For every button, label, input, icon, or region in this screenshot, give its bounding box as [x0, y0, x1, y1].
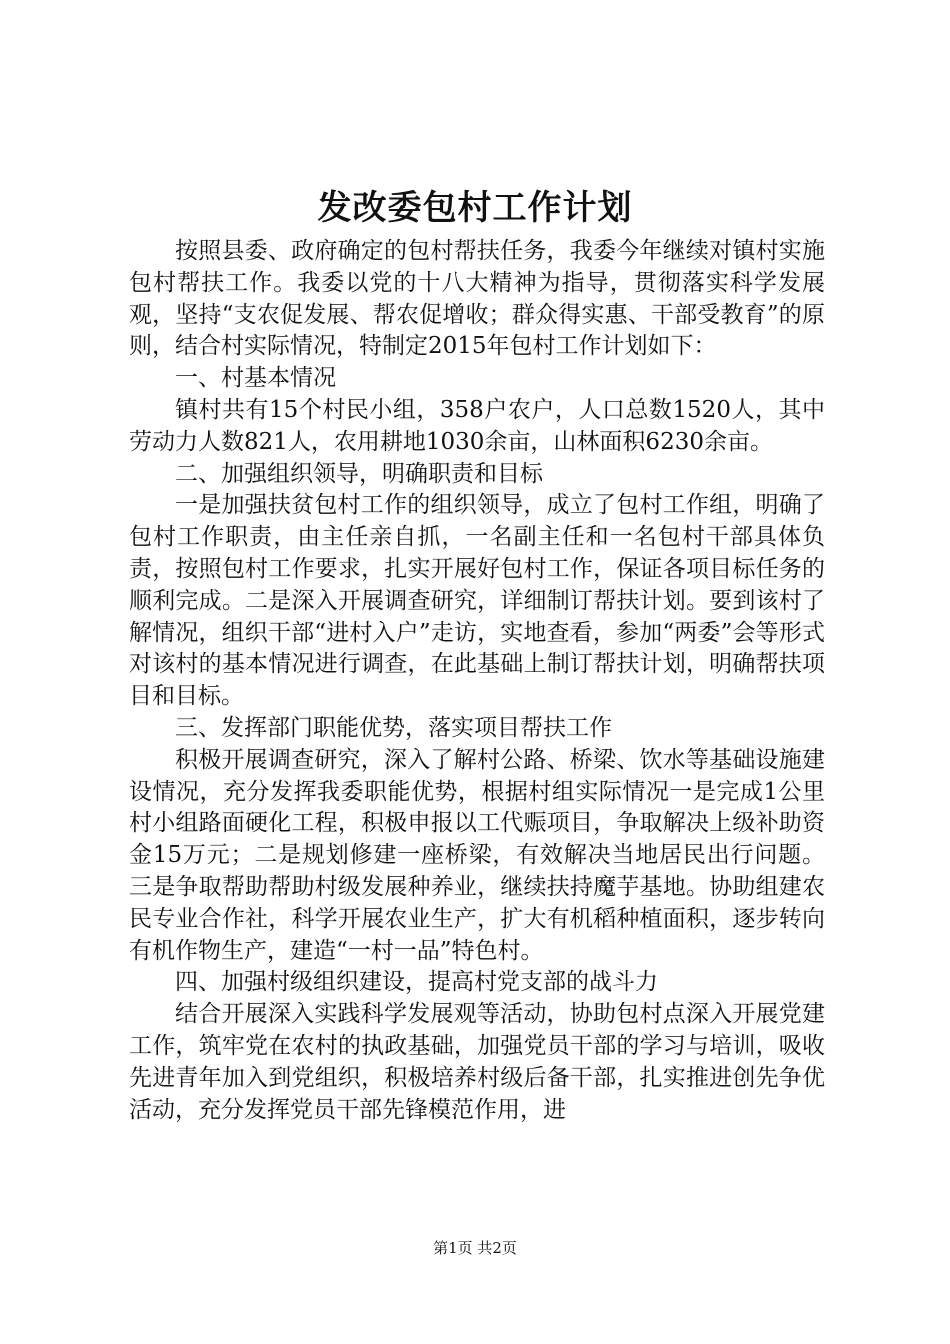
section-heading-2: 二、加强组织领导，明确职责和目标 — [175, 460, 543, 487]
intro-paragraph: 按照县委、政府确定的包村帮扶任务，我委今年继续对镇村实施包村帮扶工作。我委以党的十八大精神为指导，贯彻落实科学发展观，坚持“支农促发展、帮农促增收；群众得实惠、干部受教育”的原则，结合村实际情况，特制定2015年包村工作计划如下： — [129, 238, 825, 360]
section-heading-3: 三、发挥部门职能优势，落实项目帮扶工作 — [175, 714, 612, 741]
section-paragraph-4: 结合开展深入实践科学发展观等活动，协助包村点深入开展党建工作，筑牢党在农村的执政基础，加强党员干部的学习与培训，吸收先进青年加入到党组织，积极培养村级后备干部，扎实推进创先争优活动，充分发挥党员干部先锋模范作用，进 — [129, 1001, 825, 1123]
document-body — [129, 236, 825, 1126]
section-paragraph-3: 积极开展调查研究，深入了解村公路、桥梁、饮水等基础设施建设情况，充分发挥我委职能优势，根据村组实际情况一是完成1公里村小组路面硬化工程，积极申报以工代赈项目，争取解决上级补助资金15万元；二是规划修建一座桥梁，有效解决当地居民出行问题。三是争取帮助帮助村级发展种养业，继续扶持魔芋基地。协助组建农民专业合作社，科学开展农业生产，扩大有机稻种植面积，逐步转向有机作物生产，建造“一村一品”特色村。 — [129, 746, 825, 964]
section-paragraph-1: 镇村共有15个村民小组，358户农户，人口总数1520人，其中劳动力人数821人，农用耕地1030余亩，山林面积6230余亩。 — [129, 396, 825, 455]
section-heading-4: 四、加强村级组织建设，提高村党支部的战斗力 — [175, 969, 658, 996]
section-heading-1: 一、村基本情况 — [175, 365, 336, 392]
document-title: 发改委包村工作计划 — [317, 188, 633, 228]
section-paragraph-2: 一是加强扶贫包村工作的组织领导，成立了包村工作组，明确了包村工作职责，由主任亲自抓，一名副主任和一名包村干部具体负责，按照包村工作要求，扎实开展好包村工作，保证各项目标任务的顺利完成。二是深入开展调查研究，详细制订帮扶计划。要到该村了解情况，组织干部“进村入户”走访，实地查看，参加“两委”会等形式对该村的基本情况进行调查，在此基础上制订帮扶计划，明确帮扶项目和目标。 — [129, 492, 825, 710]
page-number-footer: 第1页 共2页 — [433, 1239, 517, 1257]
